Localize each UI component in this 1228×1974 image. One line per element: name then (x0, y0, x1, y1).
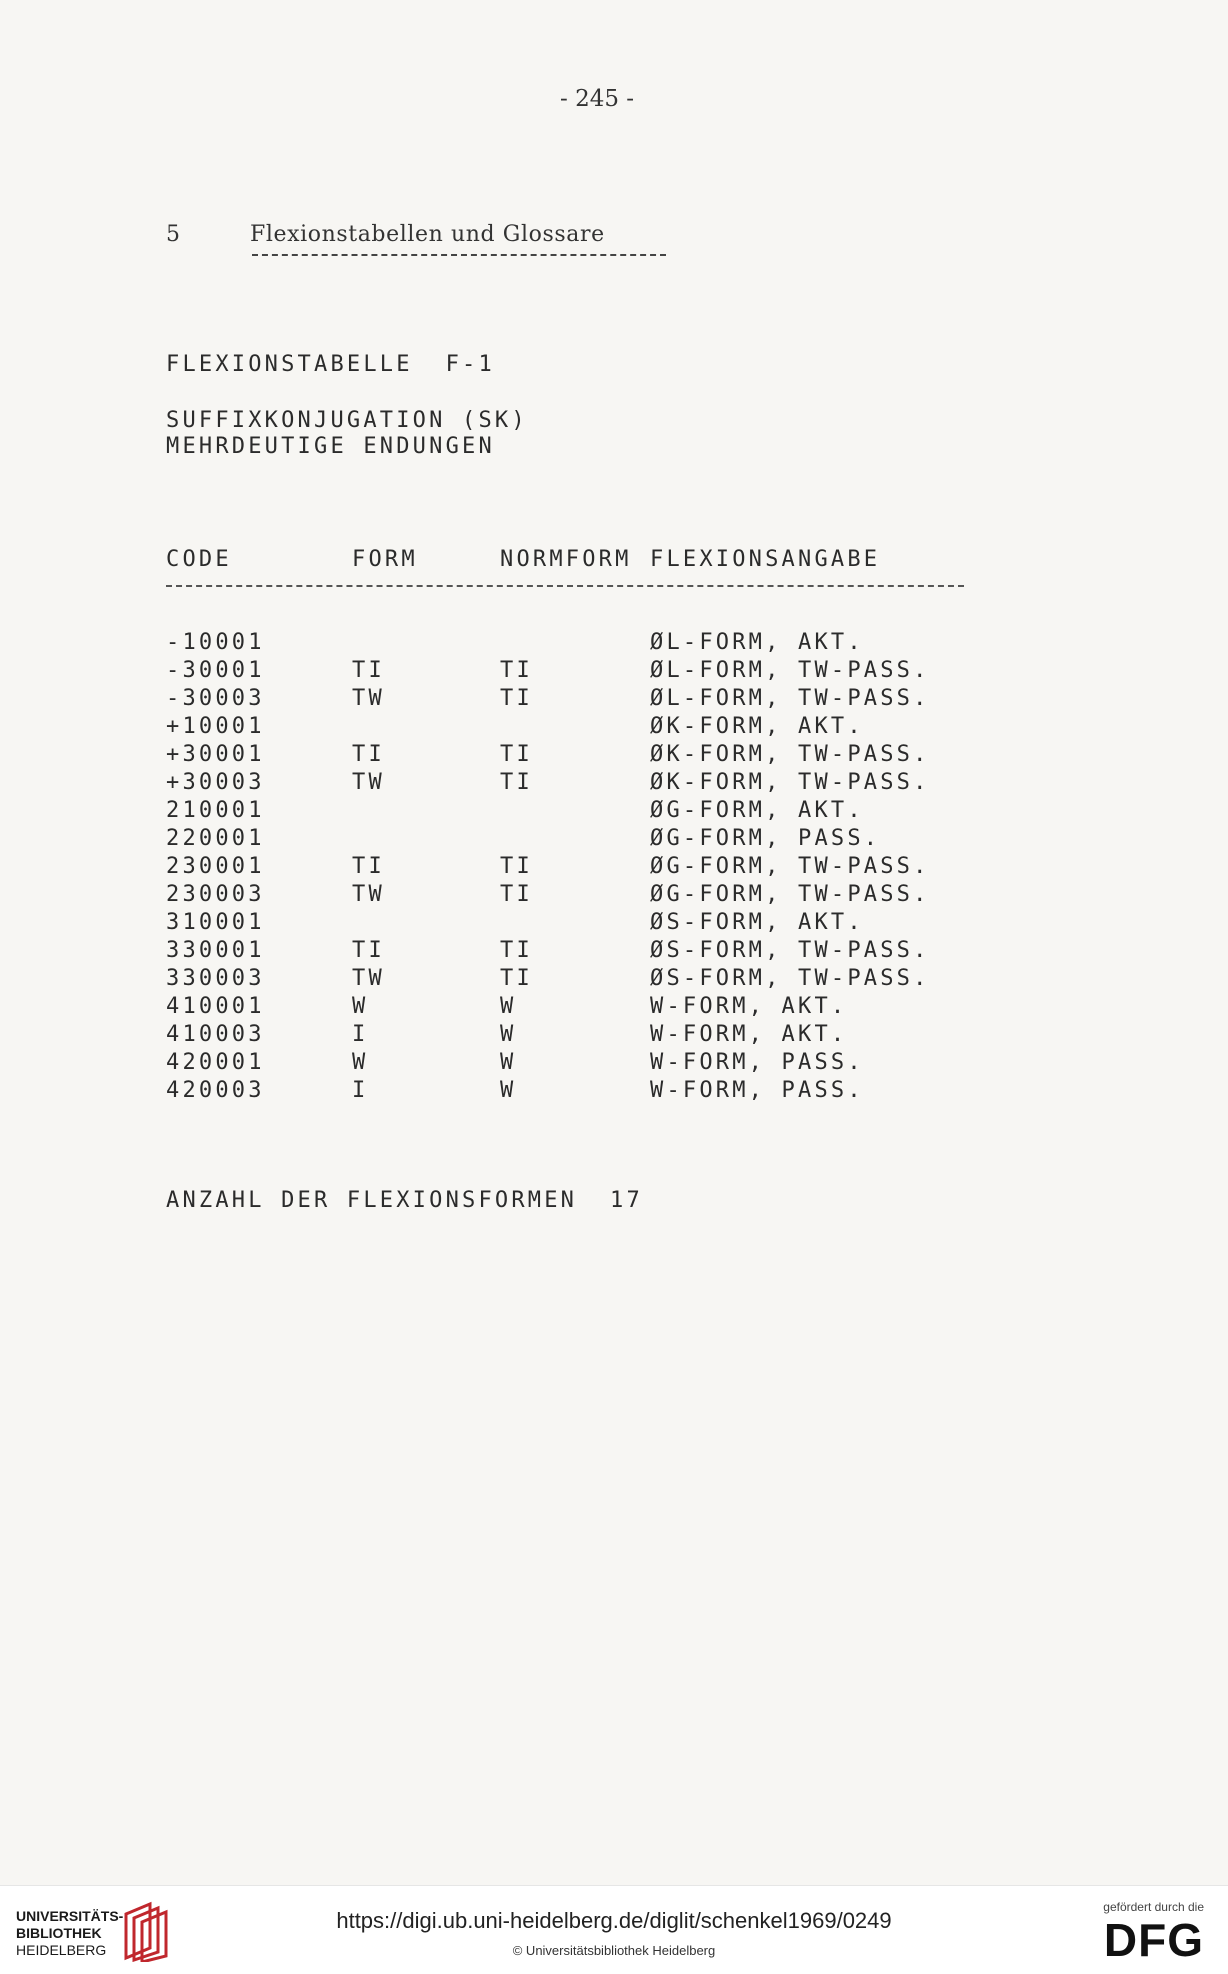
library-name-line3: HEIDELBERG (16, 1942, 107, 1958)
cell-flexion: ØS-FORM, TW-PASS. (650, 938, 930, 963)
cell-code: 420001 (166, 1050, 265, 1075)
cell-flexion: ØS-FORM, TW-PASS. (650, 966, 930, 991)
cell-code: 330001 (166, 938, 265, 963)
cell-form: W (352, 994, 369, 1019)
document-url-link[interactable]: https://digi.ub.uni-heidelberg.de/diglit/schenkel1969/0249 (336, 1908, 892, 1933)
table-row (0, 994, 1228, 1022)
cell-code: -10001 (166, 630, 265, 655)
cell-flexion: W-FORM, AKT. (650, 1022, 848, 1047)
table-row (0, 826, 1228, 854)
cell-code: 230003 (166, 882, 265, 907)
cell-code: 310001 (166, 910, 265, 935)
cell-normform: W (500, 1050, 517, 1075)
cell-flexion: ØG-FORM, AKT. (650, 798, 864, 823)
cell-normform: TI (500, 854, 533, 879)
cell-normform: TI (500, 770, 533, 795)
cell-flexion: ØL-FORM, TW-PASS. (650, 658, 930, 683)
chapter-title-underline (252, 254, 666, 256)
header-code: CODE (166, 547, 232, 572)
cell-flexion: W-FORM, AKT. (650, 994, 848, 1019)
cell-code: 210001 (166, 798, 265, 823)
cell-flexion: ØL-FORM, TW-PASS. (650, 686, 930, 711)
cell-form: I (352, 1078, 369, 1103)
cell-normform: TI (500, 966, 533, 991)
cell-normform: W (500, 994, 517, 1019)
cell-flexion: ØS-FORM, AKT. (650, 910, 864, 935)
cell-code: +30003 (166, 770, 265, 795)
chapter-title: Flexionstabellen und Glossare (250, 222, 605, 247)
cell-flexion: ØG-FORM, TW-PASS. (650, 854, 930, 879)
table-row (0, 770, 1228, 798)
header-normform: NORMFORM (500, 547, 632, 572)
cell-form: TI (352, 658, 385, 683)
page-number: - 245 - (560, 86, 635, 112)
copyright-notice: © Universitätsbibliothek Heidelberg (512, 1943, 716, 1958)
form-count-summary: ANZAHL DER FLEXIONSFORMEN 17 (166, 1188, 643, 1213)
funding-text: gefördert durch die (1103, 1900, 1204, 1914)
cell-form: TI (352, 854, 385, 879)
cell-form: TW (352, 966, 385, 991)
table-row (0, 630, 1228, 658)
header-flexion: FLEXIONSANGABE (650, 547, 881, 572)
cell-normform: TI (500, 742, 533, 767)
table-row (0, 910, 1228, 938)
table-title: FLEXIONSTABELLE F-1 (166, 352, 495, 377)
cell-code: +30001 (166, 742, 265, 767)
cell-flexion: ØK-FORM, AKT. (650, 714, 864, 739)
table-subtitle-1: SUFFIXKONJUGATION (SK) (166, 408, 528, 433)
table-row (0, 686, 1228, 714)
cell-code: 420003 (166, 1078, 265, 1103)
cell-normform: TI (500, 658, 533, 683)
table-row (0, 742, 1228, 770)
cell-form: TI (352, 742, 385, 767)
table-row (0, 1050, 1228, 1078)
footer-bar (0, 1885, 1228, 1974)
cell-normform: TI (500, 882, 533, 907)
cell-flexion: ØK-FORM, TW-PASS. (650, 742, 930, 767)
table-row (0, 966, 1228, 994)
header-form: FORM (352, 547, 418, 572)
cell-form: TW (352, 770, 385, 795)
table-row (0, 714, 1228, 742)
cell-normform: TI (500, 686, 533, 711)
cell-form: TI (352, 938, 385, 963)
table-subtitle-2: MEHRDEUTIGE ENDUNGEN (166, 434, 495, 459)
cell-code: 330003 (166, 966, 265, 991)
table-header (0, 547, 1228, 575)
cell-code: -30001 (166, 658, 265, 683)
cell-normform: TI (500, 938, 533, 963)
table-row (0, 1022, 1228, 1050)
cell-code: +10001 (166, 714, 265, 739)
cell-form: I (352, 1022, 369, 1047)
cell-code: 230001 (166, 854, 265, 879)
cell-flexion: W-FORM, PASS. (650, 1050, 864, 1075)
cell-form: W (352, 1050, 369, 1075)
cell-code: 410001 (166, 994, 265, 1019)
table-row (0, 798, 1228, 826)
table-row (0, 854, 1228, 882)
cell-normform: W (500, 1022, 517, 1047)
cell-code: 220001 (166, 826, 265, 851)
cell-form: TW (352, 686, 385, 711)
cell-code: 410003 (166, 1022, 265, 1047)
cell-flexion: ØG-FORM, PASS. (650, 826, 881, 851)
library-name-line2: BIBLIOTHEK (16, 1925, 102, 1941)
table-row (0, 882, 1228, 910)
header-separator (166, 585, 964, 587)
library-name-line1: UNIVERSITÄTS- (16, 1908, 124, 1924)
chapter-number: 5 (166, 222, 180, 247)
cell-code: -30003 (166, 686, 265, 711)
table-row (0, 938, 1228, 966)
table-row (0, 658, 1228, 686)
cell-flexion: W-FORM, PASS. (650, 1078, 864, 1103)
cell-flexion: ØL-FORM, AKT. (650, 630, 864, 655)
table-row (0, 1078, 1228, 1106)
cell-flexion: ØG-FORM, TW-PASS. (650, 882, 930, 907)
cell-normform: W (500, 1078, 517, 1103)
cell-form: TW (352, 882, 385, 907)
cell-flexion: ØK-FORM, TW-PASS. (650, 770, 930, 795)
dfg-logo[interactable]: DFG (1103, 1914, 1204, 1966)
